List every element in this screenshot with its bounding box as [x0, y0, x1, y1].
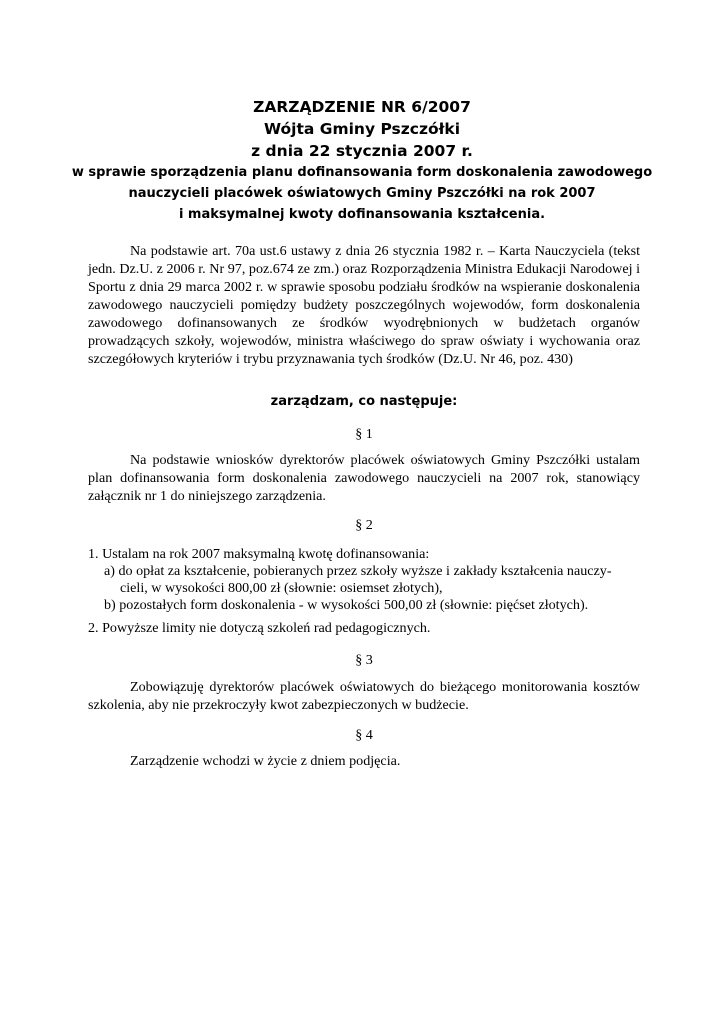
section-2-item-1a-line-2: cieli, w wysokości 800,00 zł (słownie: osiemset złotych),: [120, 580, 443, 596]
title-ordinance-number: ZARZĄDZENIE NR 6/2007: [253, 98, 471, 116]
section-3-text: Zobowiązuję dyrektorów placówek oświatowych do bieżącego monitorowania kosztów szkolenia, aby nie przekroczyły kwot zabezpieczonych w budżecie.: [88, 679, 640, 713]
section-2-item-1: 1. Ustalam na rok 2007 maksymalną kwotę dofinansowania:: [88, 546, 430, 562]
section-4-heading: § 4: [355, 727, 373, 743]
title-subject-line-3: i maksymalnej kwoty dofinansowania kształcenia.: [178, 207, 546, 222]
title-subject-line-2: nauczycieli placówek oświatowych Gminy Pszczółki na rok 2007: [128, 186, 596, 201]
title-issuer: Wójta Gminy Pszczółki: [263, 120, 461, 138]
section-2-item-1b: b) pozostałych form doskonalenia - w wysokości 500,00 zł (słownie: pięćset złotych).: [104, 597, 589, 613]
preamble-paragraph: Na podstawie art. 70a ust.6 ustawy z dnia 26 stycznia 1982 r. – Karta Nauczyciela (tekst jedn. Dz.U. z 2006 r. Nr 97, poz.674 ze zm.) oraz Rozporządzenia Ministra Edukacji Narodowej i Sportu z dnia 29 marca 2002 r. w sprawie sposobu podziału środków na wspieranie doskonalenia zawodowego nauczycieli pomiędzy budżety poszczególnych wojewodów, form doskonalenia zawodowego dofinansowanych ze środków wyodrębnionych w budżetach organów prowadzących szkoły, wojewodów, ministra właściwego do spraw oświaty i wychowania oraz szczegółowych kryteriów i trybu przyznawania tych środków (Dz.U. Nr 46, poz. 430): [88, 243, 640, 367]
section-3-heading: § 3: [355, 652, 373, 668]
section-1-heading: § 1: [355, 426, 373, 442]
document-title: [60, 96, 664, 225]
title-subject-line-1: w sprawie sporządzenia planu dofinansowania form doskonalenia zawodowego: [71, 165, 653, 180]
section-1-text: Na podstawie wniosków dyrektorów placówek oświatowych Gminy Pszczółki ustalam plan dofinansowania form doskonalenia zawodowego nauczycieli na 2007 rok, stanowiący załącznik nr 1 do niniejszego zarządzenia.: [88, 452, 640, 504]
section-2-item-1a-line-1: a) do opłat za kształcenie, pobieranych przez szkoły wyższe i zakłady kształcenia nauczy-: [104, 563, 612, 579]
section-2-item-2: 2. Powyższe limity nie dotyczą szkoleń rad pedagogicznych.: [88, 620, 431, 636]
section-2-heading: § 2: [355, 517, 373, 533]
section-4-text: Zarządzenie wchodzi w życie z dniem podjęcia.: [130, 753, 401, 769]
title-date: z dnia 22 stycznia 2007 r.: [251, 142, 473, 160]
ordains-heading: zarządzam, co następuje:: [270, 394, 458, 409]
